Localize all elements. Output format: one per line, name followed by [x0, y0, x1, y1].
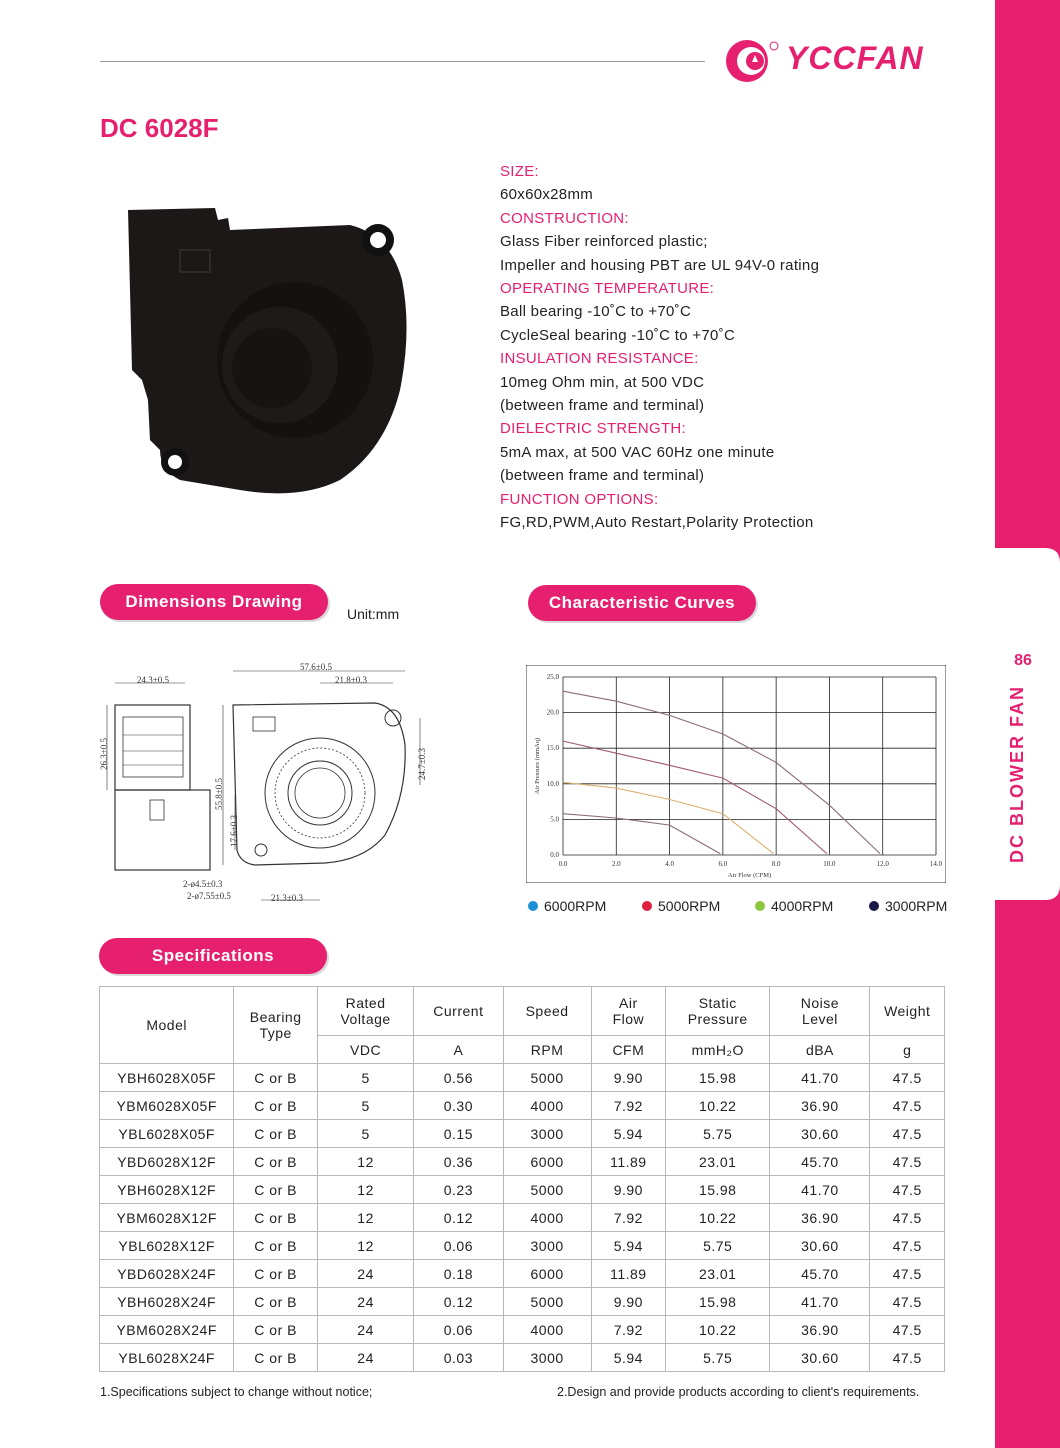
table-row — [100, 1176, 945, 1204]
table-row — [100, 1148, 945, 1176]
dimensions-drawing — [95, 655, 435, 910]
table-row — [100, 1204, 945, 1232]
x-tick-label: 12.0 — [876, 860, 889, 868]
table-cell: 6000 — [503, 1260, 591, 1288]
category-label: DC BLOWER FAN — [1007, 685, 1027, 863]
table-row — [100, 1092, 945, 1120]
table-cell: 0.15 — [414, 1120, 503, 1148]
spec-table — [99, 986, 945, 1372]
table-cell: 5 — [317, 1092, 413, 1120]
table-cell: 5000 — [503, 1176, 591, 1204]
spec-value: (between frame and terminal) — [500, 467, 705, 485]
table-cell: 41.70 — [770, 1288, 870, 1316]
table-cell: 41.70 — [770, 1176, 870, 1204]
table-cell: C or B — [234, 1204, 318, 1232]
legend-swatch — [755, 901, 765, 911]
table-cell: 5000 — [503, 1064, 591, 1092]
table-cell: YBM6028X12F — [100, 1204, 234, 1232]
footnote-2: 2.Design and provide products according to client's requirements. — [557, 1385, 920, 1399]
unit-cell: mmH₂O — [666, 1036, 770, 1064]
x-tick-label: 2.0 — [611, 860, 621, 868]
table-cell: 0.56 — [414, 1064, 503, 1092]
table-cell: 12 — [317, 1232, 413, 1260]
legend-item — [755, 898, 833, 914]
x-tick-label: 6.0 — [718, 860, 728, 868]
y-axis-label: Air Pressure (mmAq) — [534, 737, 541, 795]
table-cell: C or B — [234, 1316, 318, 1344]
dim-inner-height: 55.8±0.5 — [214, 778, 224, 810]
spec-label: INSULATION RESISTANCE: — [500, 350, 699, 368]
table-cell: 47.5 — [870, 1316, 945, 1344]
table-cell: 24 — [317, 1344, 413, 1372]
table-cell: C or B — [234, 1064, 318, 1092]
table-cell: 7.92 — [591, 1316, 665, 1344]
y-tick-label: 25.0 — [546, 673, 559, 681]
table-cell: 5 — [317, 1064, 413, 1092]
table-cell: YBD6028X24F — [100, 1260, 234, 1288]
table-cell: 45.70 — [770, 1260, 870, 1288]
table-cell: 5.75 — [666, 1344, 770, 1372]
table-cell: 3000 — [503, 1344, 591, 1372]
y-tick-label: 10.0 — [546, 779, 559, 788]
x-tick-label: 10.0 — [823, 860, 836, 868]
dim-hole2: 2-ø7.55±0.5 — [187, 891, 231, 901]
table-cell: 0.06 — [414, 1232, 503, 1260]
table-cell: 47.5 — [870, 1260, 945, 1288]
unit-cell: VDC — [317, 1036, 413, 1064]
table-row — [100, 1344, 945, 1372]
brand-logo-icon — [722, 38, 784, 84]
table-cell: 0.36 — [414, 1148, 503, 1176]
unit-cell: A — [414, 1036, 503, 1064]
table-cell: 36.90 — [770, 1316, 870, 1344]
footnote-1: 1.Specifications subject to change without notice; — [100, 1385, 373, 1399]
dimensions-drawing-heading: Dimensions Drawing — [100, 584, 328, 620]
series-line-4000RPM — [563, 782, 774, 853]
table-cell: 0.06 — [414, 1316, 503, 1344]
table-cell: 4000 — [503, 1092, 591, 1120]
spec-value: (between frame and terminal) — [500, 397, 705, 415]
table-cell: 15.98 — [666, 1064, 770, 1092]
table-cell: 23.01 — [666, 1260, 770, 1288]
x-tick-label: 14.0 — [929, 860, 943, 868]
table-cell: 24 — [317, 1288, 413, 1316]
unit-cell: RPM — [503, 1036, 591, 1064]
table-cell: YBH6028X05F — [100, 1064, 234, 1092]
table-cell: 9.90 — [591, 1064, 665, 1092]
table-cell: YBD6028X12F — [100, 1148, 234, 1176]
product-photo — [120, 200, 420, 505]
table-cell: 4000 — [503, 1316, 591, 1344]
legend-label: 5000RPM — [658, 898, 721, 914]
table-cell: 3000 — [503, 1232, 591, 1260]
unit-cell: dBA — [770, 1036, 870, 1064]
table-cell: YBL6028X12F — [100, 1232, 234, 1260]
spec-label: OPERATING TEMPERATURE: — [500, 280, 715, 298]
dim-top-left: 24.3±0.5 — [137, 675, 169, 685]
legend-swatch — [869, 901, 879, 911]
unit-label: Unit:mm — [347, 606, 400, 622]
table-cell: 9.90 — [591, 1176, 665, 1204]
table-cell: 9.90 — [591, 1288, 665, 1316]
table-cell: YBM6028X24F — [100, 1316, 234, 1344]
dim-right-height: 24.7±0.3 — [417, 748, 427, 780]
spec-value: 10meg Ohm min, at 500 VDC — [500, 373, 705, 391]
table-cell: 36.90 — [770, 1092, 870, 1120]
dim-top-inner: 21.8±0.3 — [335, 675, 367, 685]
series-line-5000RPM — [563, 741, 827, 854]
col-airflow: Air Flow — [591, 987, 665, 1036]
spec-label: DIELECTRIC STRENGTH: — [500, 420, 687, 438]
table-cell: 12 — [317, 1204, 413, 1232]
table-cell: C or B — [234, 1092, 318, 1120]
legend-item — [869, 898, 947, 914]
legend-label: 4000RPM — [771, 898, 834, 914]
legend-swatch — [528, 901, 538, 911]
spec-value: Ball bearing -10˚C to +70˚C — [500, 303, 692, 321]
table-cell: 5000 — [503, 1288, 591, 1316]
spec-value: 5mA max, at 500 VAC 60Hz one minute — [500, 443, 775, 461]
table-cell: 36.90 — [770, 1204, 870, 1232]
x-tick-label: 8.0 — [771, 860, 781, 868]
legend-swatch — [642, 901, 652, 911]
table-cell: 7.92 — [591, 1092, 665, 1120]
table-cell: 30.60 — [770, 1232, 870, 1260]
table-cell: 11.89 — [591, 1148, 665, 1176]
y-tick-label: 0.0 — [550, 851, 559, 859]
table-cell: 5 — [317, 1120, 413, 1148]
table-cell: 0.23 — [414, 1176, 503, 1204]
table-cell: 3000 — [503, 1120, 591, 1148]
legend-item — [642, 898, 720, 914]
legend-item — [528, 898, 606, 914]
table-cell: C or B — [234, 1288, 318, 1316]
header-rule — [100, 61, 705, 62]
table-cell: 6000 — [503, 1148, 591, 1176]
table-cell: 47.5 — [870, 1344, 945, 1372]
table-cell: 47.5 — [870, 1288, 945, 1316]
col-bearing: Bearing Type — [234, 987, 318, 1064]
series-line-6000RPM — [563, 691, 880, 853]
x-tick-label: 4.0 — [665, 860, 674, 868]
spec-value: Impeller and housing PBT are UL 94V-0 rating — [500, 256, 820, 274]
dim-outlet-height: 17.6±0.3 — [229, 815, 239, 847]
col-model: Model — [100, 987, 234, 1064]
table-row — [100, 1288, 945, 1316]
table-cell: 10.22 — [666, 1204, 770, 1232]
table-cell: C or B — [234, 1176, 318, 1204]
spec-label: FUNCTION OPTIONS: — [500, 490, 659, 508]
table-cell: 15.98 — [666, 1176, 770, 1204]
table-cell: 0.12 — [414, 1288, 503, 1316]
table-cell: YBL6028X05F — [100, 1120, 234, 1148]
table-cell: C or B — [234, 1232, 318, 1260]
spec-label: SIZE: — [500, 163, 540, 180]
unit-cell: g — [870, 1036, 945, 1064]
table-cell: 0.12 — [414, 1204, 503, 1232]
table-cell: 0.18 — [414, 1260, 503, 1288]
table-cell: C or B — [234, 1260, 318, 1288]
table-cell: C or B — [234, 1120, 318, 1148]
table-cell: YBL6028X24F — [100, 1344, 234, 1372]
table-row — [100, 1120, 945, 1148]
spec-value: CycleSeal bearing -10˚C to +70˚C — [500, 326, 736, 344]
table-cell: 10.22 — [666, 1316, 770, 1344]
table-cell: 41.70 — [770, 1064, 870, 1092]
legend-label: 3000RPM — [885, 898, 948, 914]
table-cell: 47.5 — [870, 1204, 945, 1232]
table-cell: 5.75 — [666, 1120, 770, 1148]
table-cell: 15.98 — [666, 1288, 770, 1316]
y-tick-label: 15.0 — [546, 744, 559, 753]
table-cell: 4000 — [503, 1204, 591, 1232]
table-cell: 12 — [317, 1148, 413, 1176]
spec-list — [500, 160, 950, 535]
dim-bottom-width: 21.3±0.3 — [271, 893, 303, 903]
table-cell: 30.60 — [770, 1120, 870, 1148]
table-cell: 47.5 — [870, 1176, 945, 1204]
table-cell: C or B — [234, 1148, 318, 1176]
table-cell: 47.5 — [870, 1120, 945, 1148]
brand-name: YCCFAN — [786, 40, 924, 76]
x-tick-label: 0.0 — [558, 860, 568, 868]
characteristic-curves-heading: Characteristic Curves — [528, 585, 756, 621]
table-cell: 23.01 — [666, 1148, 770, 1176]
table-row — [100, 1064, 945, 1092]
dim-hole1: 2-ø4.5±0.3 — [183, 879, 223, 889]
table-cell: 7.92 — [591, 1204, 665, 1232]
dim-left-height: 26.3±0.5 — [99, 738, 109, 770]
spec-label: CONSTRUCTION: — [500, 209, 629, 227]
table-cell: 0.30 — [414, 1092, 503, 1120]
col-pressure: Static Pressure — [666, 987, 770, 1036]
table-cell: YBM6028X05F — [100, 1092, 234, 1120]
spec-value: 60x60x28mm — [500, 186, 594, 204]
y-tick-label: 20.0 — [546, 708, 559, 717]
table-cell: 5.94 — [591, 1344, 665, 1372]
table-cell: 47.5 — [870, 1148, 945, 1176]
table-cell: 24 — [317, 1316, 413, 1344]
col-speed: Speed — [503, 987, 591, 1036]
page-number: 86 — [1014, 652, 1032, 669]
table-cell: 30.60 — [770, 1344, 870, 1372]
table-cell: 47.5 — [870, 1232, 945, 1260]
table-cell: 47.5 — [870, 1092, 945, 1120]
table-cell: 45.70 — [770, 1148, 870, 1176]
table-cell: 12 — [317, 1176, 413, 1204]
specifications-heading: Specifications — [99, 938, 327, 974]
product-title: DC 6028F — [100, 113, 219, 143]
table-cell: YBH6028X24F — [100, 1288, 234, 1316]
col-current: Current — [414, 987, 503, 1036]
table-row — [100, 1316, 945, 1344]
table-cell: YBH6028X12F — [100, 1176, 234, 1204]
table-cell: C or B — [234, 1344, 318, 1372]
table-cell: 0.03 — [414, 1344, 503, 1372]
table-row — [100, 1232, 945, 1260]
table-cell: 5.94 — [591, 1232, 665, 1260]
col-voltage: Rated Voltage — [317, 987, 413, 1036]
characteristic-chart — [526, 665, 946, 883]
col-noise: Noise Level — [770, 987, 870, 1036]
table-cell: 5.75 — [666, 1232, 770, 1260]
table-cell: 11.89 — [591, 1260, 665, 1288]
unit-cell: CFM — [591, 1036, 665, 1064]
dim-top-width: 57.6±0.5 — [300, 662, 332, 672]
col-weight: Weight — [870, 987, 945, 1036]
table-cell: 10.22 — [666, 1092, 770, 1120]
table-row — [100, 1260, 945, 1288]
spec-value: Glass Fiber reinforced plastic; — [500, 233, 708, 251]
y-tick-label: 5.0 — [550, 815, 559, 824]
spec-value: FG,RD,PWM,Auto Restart,Polarity Protection — [500, 514, 814, 532]
legend-label: 6000RPM — [544, 898, 607, 914]
table-cell: 5.94 — [591, 1120, 665, 1148]
x-axis-label: Air Flow (CFM) — [727, 872, 772, 879]
table-cell: 24 — [317, 1260, 413, 1288]
table-cell: 47.5 — [870, 1064, 945, 1092]
